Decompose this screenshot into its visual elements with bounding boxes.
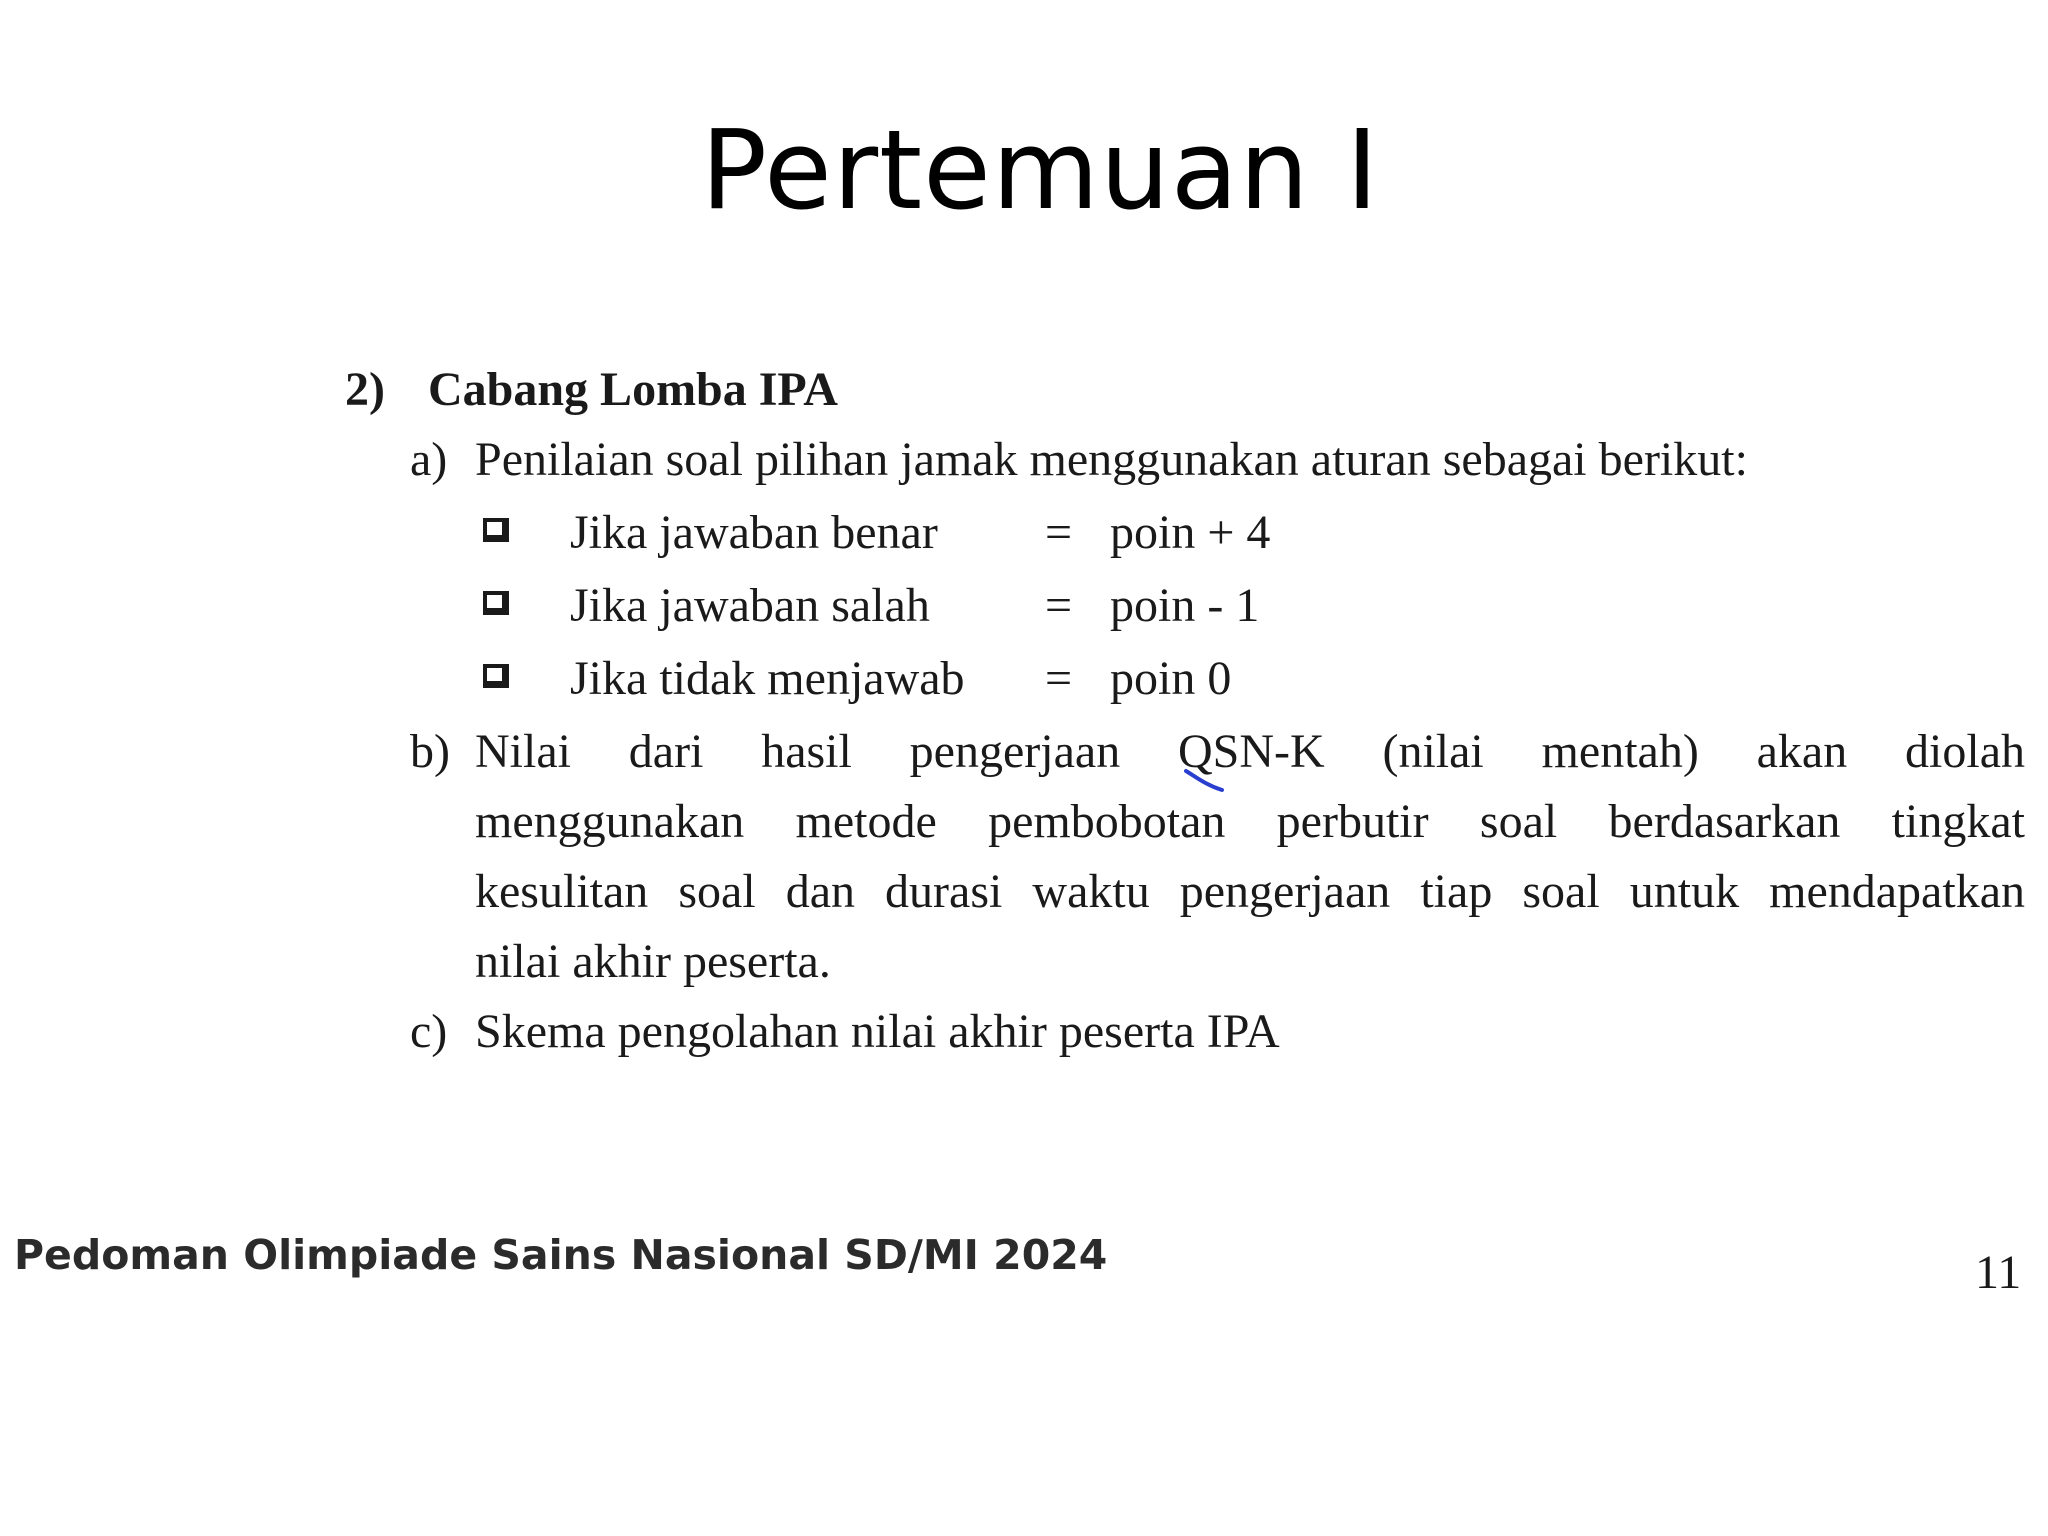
rule-value: poin - 1 [1110,579,1260,632]
rule-value: poin + 4 [1110,506,1271,559]
item-a-text: Penilaian soal pilihan jamak menggunakan aturan sebagai berikut: [475,433,1748,486]
rule-label: Jika tidak menjawab [570,652,965,705]
rule-label: Jika jawaban benar [570,506,938,559]
page-number: 11 [1975,1246,2022,1299]
pen-annotation-mark [1182,767,1232,793]
rule-equals: = [1045,506,1073,559]
item-c-marker: c) [410,1005,448,1058]
item-b-line: kesulitan soal dan durasi waktu pengerjaan tiap soal untuk mendapatkan [475,865,2025,918]
item-b-line: menggunakan metode pembobotan perbutir soal berdasarkan tingkat [475,795,2025,848]
section-title: Cabang Lomba IPA [428,363,838,416]
item-b-line: Nilai dari hasil pengerjaan QSN-K (nilai mentah) akan diolah [475,725,2025,778]
rule-value: poin 0 [1110,652,1232,705]
slide-title: Pertemuan I [700,106,1380,234]
checkbox-bullet-icon [483,518,509,542]
item-b-line: nilai akhir peserta. [475,935,831,988]
item-c-text: Skema pengolahan nilai akhir peserta IPA [475,1005,1280,1058]
rule-label: Jika jawaban salah [570,579,930,632]
item-a-marker: a) [410,433,448,486]
checkbox-bullet-icon [483,591,509,615]
section-number: 2) [345,363,385,416]
item-b-marker: b) [410,725,450,778]
document-footer-title: Pedoman Olimpiade Sains Nasional SD/MI 2024 [14,1231,1108,1279]
rule-equals: = [1045,652,1073,705]
rule-equals: = [1045,579,1073,632]
checkbox-bullet-icon [483,664,509,688]
